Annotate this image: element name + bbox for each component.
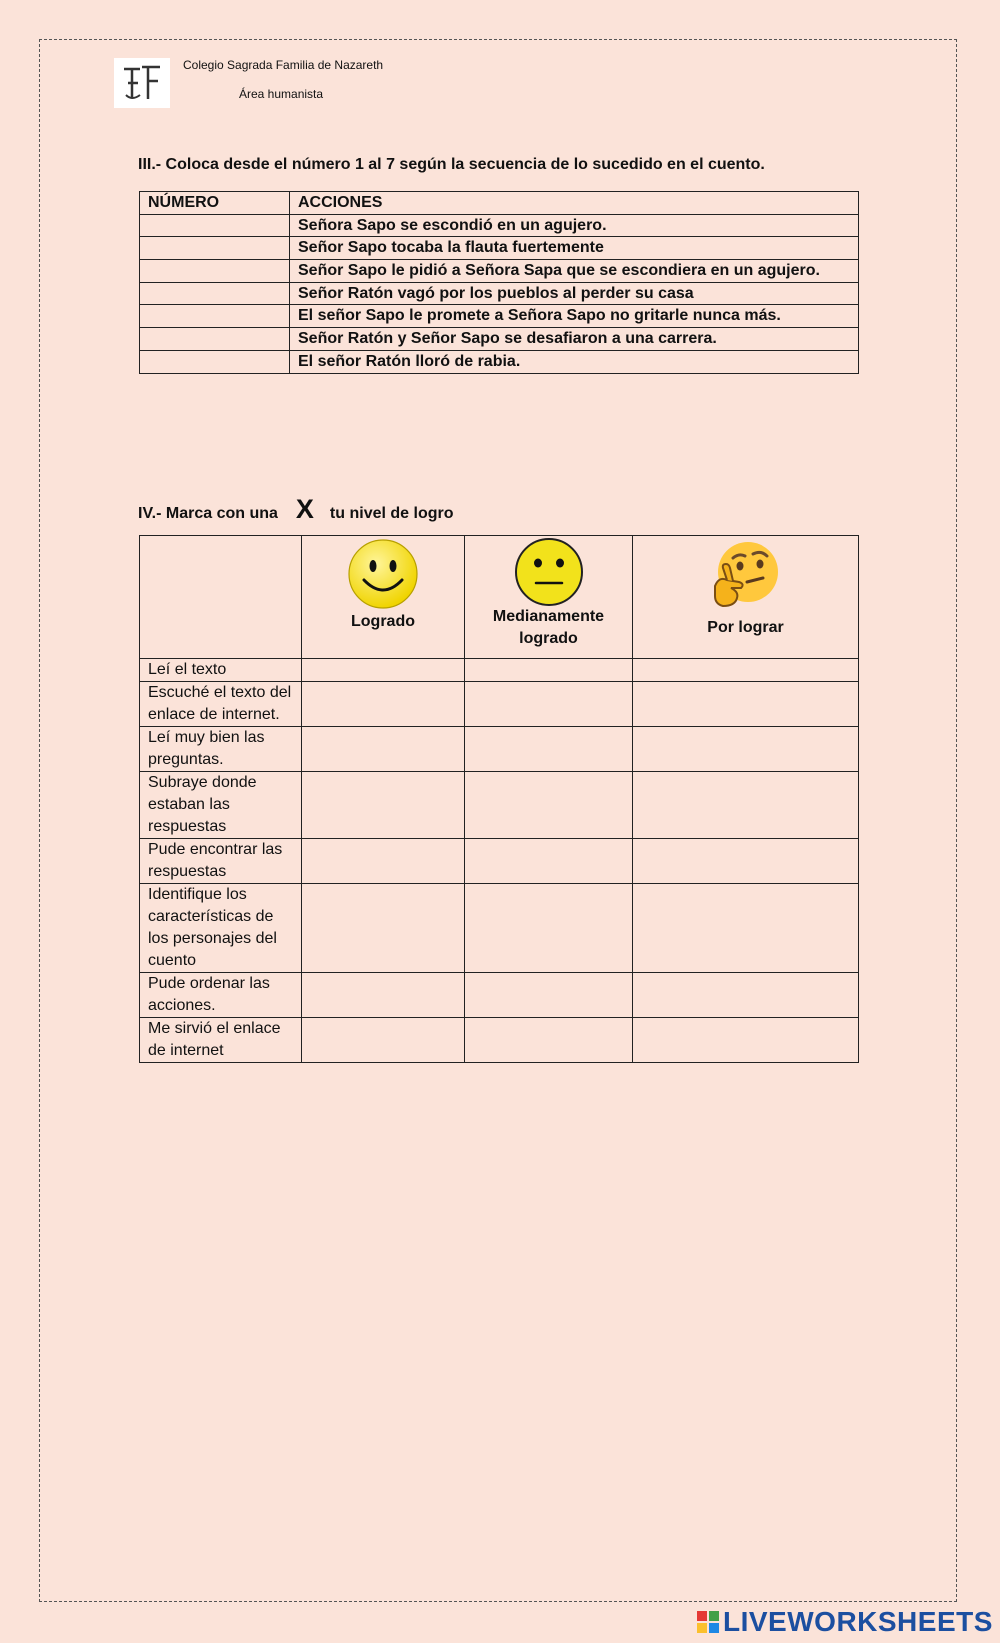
accion-cell: El señor Ratón lloró de rabia. xyxy=(290,350,859,373)
table-row xyxy=(140,973,859,1018)
table-row xyxy=(140,884,859,973)
thinking-face-icon xyxy=(709,540,783,612)
mark-cell[interactable] xyxy=(633,973,859,1018)
accion-cell: Señor Ratón y Señor Sapo se desafiaron a una carrera. xyxy=(290,328,859,351)
mark-cell[interactable] xyxy=(302,884,465,973)
mark-cell[interactable] xyxy=(465,659,633,682)
mark-cell[interactable] xyxy=(302,839,465,884)
table-row xyxy=(140,214,859,237)
mark-cell[interactable] xyxy=(302,659,465,682)
table-row xyxy=(140,659,859,682)
item-cell: Leí muy bien las preguntas. xyxy=(140,727,302,772)
item-cell: Identifique los características de los personajes del cuento xyxy=(140,884,302,973)
level-header-medianamente xyxy=(465,536,633,659)
school-logo xyxy=(114,58,170,108)
level-header-por-lograr xyxy=(633,536,859,659)
numero-input-cell[interactable] xyxy=(140,214,290,237)
item-cell: Leí el texto xyxy=(140,659,302,682)
item-cell: Me sirvió el enlace de internet xyxy=(140,1018,302,1063)
accion-cell: El señor Sapo le promete a Señora Sapo no gritarle nunca más. xyxy=(290,305,859,328)
mark-cell[interactable] xyxy=(633,682,859,727)
numero-input-cell[interactable] xyxy=(140,237,290,260)
liveworksheets-brand[interactable] xyxy=(697,1606,993,1638)
column-header-acciones: ACCIONES xyxy=(290,192,859,215)
mark-cell[interactable] xyxy=(465,772,633,839)
mark-cell[interactable] xyxy=(465,727,633,772)
level-header-logrado xyxy=(302,536,465,659)
mark-cell[interactable] xyxy=(302,772,465,839)
header-empty-cell xyxy=(140,536,302,659)
level-label: Medianamente logrado xyxy=(492,608,605,647)
section-3-title: III.- Coloca desde el número 1 al 7 según la secuencia de lo sucedido en el cuento. xyxy=(138,156,765,173)
table-row xyxy=(140,727,859,772)
mark-cell[interactable] xyxy=(633,1018,859,1063)
accion-cell: Señor Ratón vagó por los pueblos al perder su casa xyxy=(290,282,859,305)
mark-cell[interactable] xyxy=(465,884,633,973)
table-row xyxy=(140,260,859,283)
table-row xyxy=(140,350,859,373)
mark-x: X xyxy=(295,494,314,524)
mark-cell[interactable] xyxy=(465,973,633,1018)
table-row xyxy=(140,328,859,351)
numero-input-cell[interactable] xyxy=(140,350,290,373)
column-header-numero: NÚMERO xyxy=(140,192,290,215)
school-name: Colegio Sagrada Familia de Nazareth xyxy=(183,58,384,72)
mark-cell[interactable] xyxy=(302,682,465,727)
smiling-face-icon xyxy=(347,538,419,610)
mark-cell[interactable] xyxy=(302,973,465,1018)
table-row xyxy=(140,839,859,884)
mark-cell[interactable] xyxy=(633,727,859,772)
level-label: Por lograr xyxy=(707,619,784,636)
mark-cell[interactable] xyxy=(302,727,465,772)
liveworksheets-wordmark: LIVEWORKSHEETS xyxy=(723,1606,993,1637)
liveworksheets-logo-icon xyxy=(697,1611,719,1633)
mark-cell[interactable] xyxy=(465,682,633,727)
table-row xyxy=(140,237,859,260)
section-4-title xyxy=(138,494,453,525)
table-row xyxy=(140,772,859,839)
table-header-row xyxy=(140,536,859,659)
section-4-title-prefix: IV.- Marca con una xyxy=(138,505,278,522)
area-name: Área humanista xyxy=(239,87,324,101)
accion-cell: Señor Sapo le pidió a Señora Sapa que se escondiera en un agujero. xyxy=(290,260,859,283)
table-row xyxy=(140,682,859,727)
item-cell: Escuché el texto del enlace de internet. xyxy=(140,682,302,727)
table-row xyxy=(140,305,859,328)
mark-cell[interactable] xyxy=(633,839,859,884)
mark-cell[interactable] xyxy=(633,659,859,682)
mark-cell[interactable] xyxy=(633,884,859,973)
school-logo-icon xyxy=(118,61,166,105)
mark-cell[interactable] xyxy=(465,1018,633,1063)
neutral-face-icon xyxy=(514,537,584,607)
numero-input-cell[interactable] xyxy=(140,260,290,283)
table-row xyxy=(140,282,859,305)
mark-cell[interactable] xyxy=(633,772,859,839)
mark-cell[interactable] xyxy=(302,1018,465,1063)
table-header-row xyxy=(140,192,859,215)
item-cell: Pude encontrar las respuestas xyxy=(140,839,302,884)
numero-input-cell[interactable] xyxy=(140,305,290,328)
accion-cell: Señora Sapo se escondió en un agujero. xyxy=(290,214,859,237)
item-cell: Subraye donde estaban las respuestas xyxy=(140,772,302,839)
numero-input-cell[interactable] xyxy=(140,328,290,351)
mark-cell[interactable] xyxy=(465,839,633,884)
item-cell: Pude ordenar las acciones. xyxy=(140,973,302,1018)
numero-input-cell[interactable] xyxy=(140,282,290,305)
achievement-table xyxy=(139,535,859,1063)
sequence-table xyxy=(139,191,859,374)
section-4-title-suffix: tu nivel de logro xyxy=(329,505,454,522)
table-row xyxy=(140,1018,859,1063)
accion-cell: Señor Sapo tocaba la flauta fuertemente xyxy=(290,237,859,260)
level-label: Logrado xyxy=(351,613,415,630)
